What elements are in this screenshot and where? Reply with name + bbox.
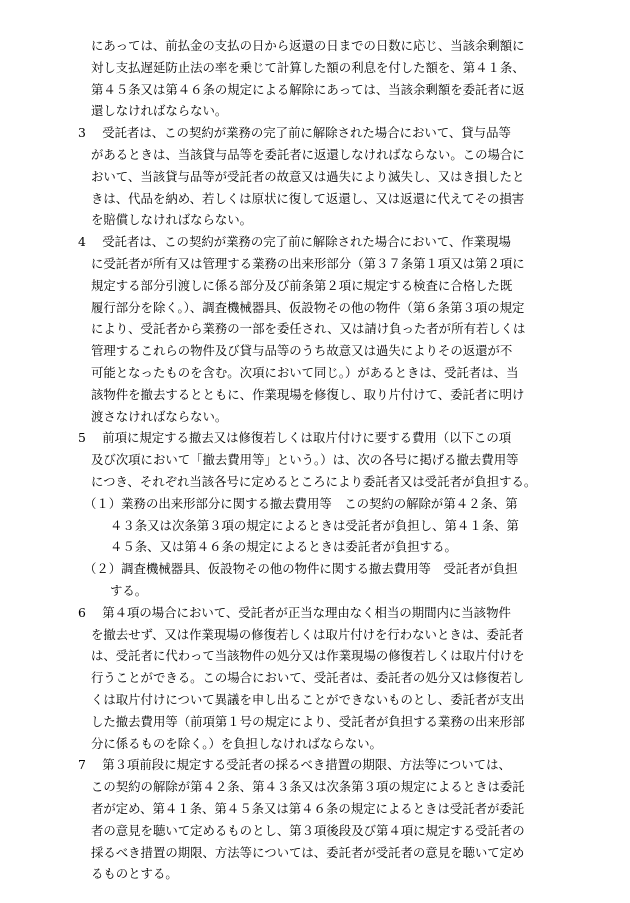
text-line: くは取片付けについて異議を申し出ることができないものとし、委託者が支出 [91,691,525,707]
paragraph-7 [78,754,568,885]
text-line: 対し支払遅延防止法の率を乗じて計算した額の利息を付した額を、第４１条、 [91,59,525,75]
item-1 [84,493,574,558]
item-first-line: （１）業務の出来形部分に関する撤去費用等 この契約の解除が第４２条、第 [84,495,518,511]
paragraph-4 [78,231,568,427]
item-first-line: （２）調査機械器具、仮設物その他の物件に関する撤去費用等 受託者が負担 [84,561,518,577]
text-line: を賠償しなければならない。 [91,212,253,228]
paragraph-5 [78,427,568,492]
item-2 [84,558,574,602]
text-line: に受託者が所有又は管理する業務の出来形部分（第３７条第１項又は第２項に [91,255,525,271]
text-line: この契約の解除が第４２条、第４３条又は次条第３項の規定によるときは委託 [91,779,525,795]
text-line: 還しなければならない。 [91,103,228,119]
continuation-paragraph [78,35,568,122]
text-line: 行うことができる。この場合において、受託者は、委託者の処分又は修復若し [91,670,525,686]
paragraph-6 [78,602,568,755]
text-line: 者の意見を聴いて定めるものとし、第３項後段及び第４項に規定する受託者の [91,822,525,838]
paragraph-first-line: 7 第３項前段に規定する受託者の採るべき措置の期限、方法等については、 [78,757,511,773]
text-line: により、受託者から業務の一部を委任され、又は請け負った者が所有若しくは [91,321,526,337]
text-line: 履行部分を除く。）、調査機械器具、仮設物その他の物件（第６条第３項の規定 [91,299,525,315]
text-line: 渡さなければならない。 [91,408,228,424]
paragraph-first-line: 4 受託者は、この契約が業務の完了前に解除された場合において、作業現場 [78,234,511,250]
text-line: する。 [110,582,148,598]
text-line: ４３条又は次条第３項の規定によるときは受託者が負担し、第４１条、第 [110,517,519,533]
paragraph-first-line: 6 第４項の場合において、受託者が正当な理由なく相当の期間内に当該物件 [78,604,511,620]
text-line: 第４５条又は第４６条の規定による解除にあっては、当該余剰額を委託者に返 [91,81,525,97]
paragraph-first-line: 3 受託者は、この契約が業務の完了前に解除された場合において、貸与品等 [78,125,511,141]
text-line: おいて、当該貸与品等が受託者の故意又は過失により滅失し、又はき損したと [91,168,525,184]
text-line: るものとする。 [91,866,178,882]
text-line: 及び次項において「撤去費用等」という。）は、次の各号に掲げる撤去費用等 [91,452,519,468]
text-line: にあっては、前払金の支払の日から返還の日までの日数に応じ、当該余剰額に [91,38,525,53]
text-line: につき、それぞれ当該各号に定めるところにより委託者又は受託者が負担する。 [91,473,537,489]
text-line: 規定する部分引渡しに係る部分及び前条第２項に規定する検査に合格した既 [91,277,513,293]
text-line: 者が定め、第４１条、第４５条又は第４６条の規定によるときは受託者が委託 [91,800,525,816]
paragraph-3 [78,122,568,231]
text-line: 分に係るものを除く。）を負担しなければならない。 [91,735,382,751]
text-line: した撤去費用等（前項第１号の規定により、受託者が負担する業務の出来形部 [91,713,525,729]
text-line: 管理するこれらの物件及び貸与品等のうち故意又は過失によりその返還が不 [91,343,513,359]
text-line: は、受託者に代わって当該物件の処分又は作業現場の修復若しくは取片付けを [91,648,525,664]
text-line: 該物件を撤去するとともに、作業現場を修復し、取り片付けて、委託者に明け [91,386,525,402]
text-line: があるときは、当該貸与品等を委託者に返還しなければならない。この場合に [91,146,525,162]
text-line: ４５条、又は第４６条の規定によるときは委託者が負担する。 [110,539,457,555]
text-line: 採るべき措置の期限、方法等については、委託者が受託者の意見を聴いて定め [91,844,525,860]
text-line: 可能となったものを含む。次項において同じ。）があるときは、受託者は、当 [91,364,519,380]
paragraph-first-line: 5 前項に規定する撤去又は修復若しくは取片付けに要する費用（以下この項 [78,430,512,446]
text-line: きは、代品を納め、若しくは原状に復して返還し、又は返還に代えてその損害 [91,190,525,206]
text-line: を撤去せず、又は作業現場の修復若しくは取片付けを行わないときは、委託者 [91,626,524,642]
